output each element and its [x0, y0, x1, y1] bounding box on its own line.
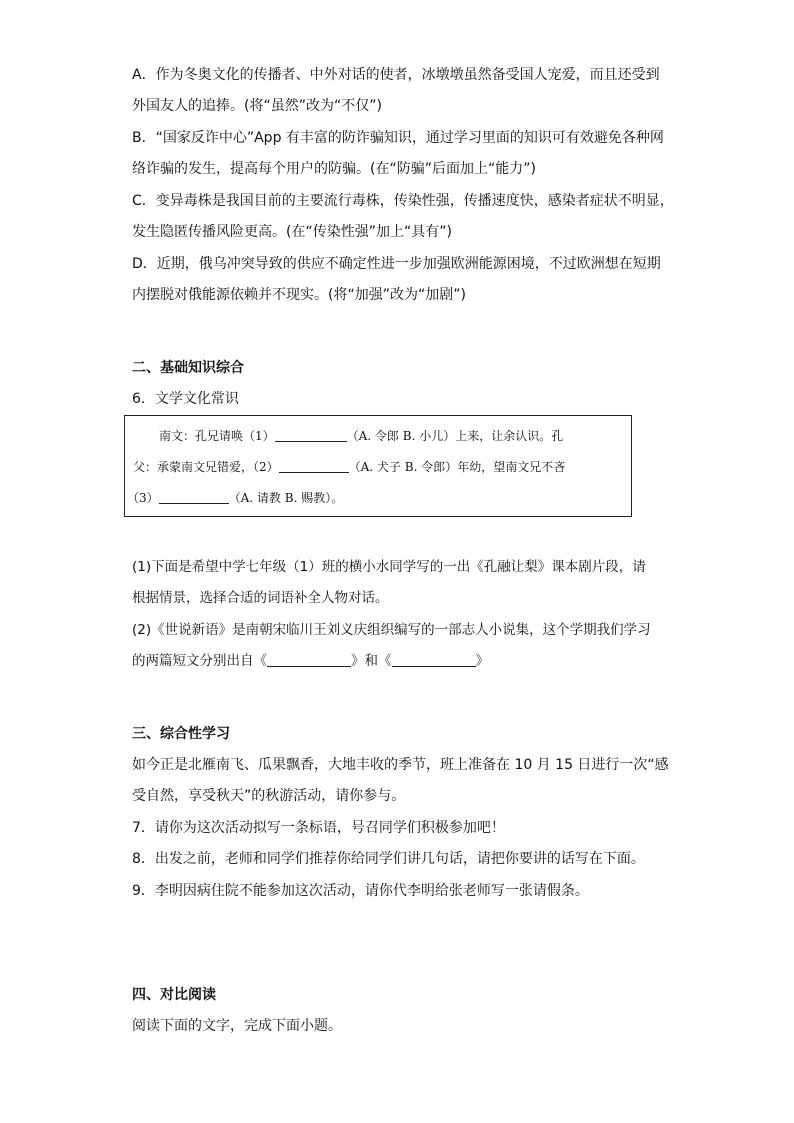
- section-3-intro-line2: 受自然，享受秋天”的秋游活动，请你参与。: [132, 788, 406, 804]
- question-7: 7．请你为这次活动拟写一条标语，号召同学们积极参加吧！: [132, 820, 505, 836]
- question-9: 9．李明因病住院不能参加这次活动，请你代李明给张老师写一张请假条。: [132, 883, 589, 899]
- option-a-line2: 外国友人的追捧。(将“虽然”改为“不仅”): [132, 98, 382, 114]
- answer-blank-3[interactable]: [159, 490, 229, 504]
- option-d-line1: D．近期，俄乌冲突导致的供应不确定性进一步加强欧洲能源困境，不过欧洲想在短期: [132, 256, 661, 272]
- answer-blank-book-2[interactable]: [392, 653, 476, 667]
- sub-question-2-line2: [132, 651, 489, 671]
- option-b-line1: B．“国家反诈中心”App 有丰富的防诈骗知识，通过学习里面的知识可有效避免各种网: [132, 130, 664, 146]
- question-8: 8．出发之前，老师和同学们推荐你给同学们讲几句话，请把你要讲的话写在下面。: [132, 851, 645, 867]
- sub-question-1-line2: 根据情景，选择合适的词语补全人物对话。: [132, 590, 389, 606]
- sub-question-2-line1: (2)《世说新语》是南朝宋临川王刘义庆组织编写的一部志人小说集，这个学期我们学习: [132, 622, 651, 638]
- section-heading-4: 四、对比阅读: [132, 987, 216, 1003]
- dialogue-line-2: [133, 458, 565, 476]
- sub-question-2-text: 》: [475, 653, 489, 669]
- option-c-line1: C．变异毒株是我国目前的主要流行毒株，传染性强，传播速度快，感染者症状不明显，: [132, 193, 674, 209]
- option-b-line2: 络诈骗的发生，提高每个用户的防骗。(在“防骗”后面加上“能力”): [132, 161, 536, 177]
- dialogue-box: [124, 415, 632, 517]
- dialogue-line-3: [127, 489, 343, 507]
- answer-blank-1[interactable]: [275, 428, 347, 442]
- dialogue-text: 父：承蒙南文兄错爱，（2）: [133, 460, 279, 474]
- section-3-intro-line1: 如今正是北雁南飞、瓜果飘香，大地丰收的季节，班上准备在 10 月 15 日进行一次“感: [132, 757, 669, 773]
- section-4-intro: 阅读下面的文字，完成下面小题。: [132, 1018, 342, 1034]
- question-6-title: 6．文学文化常识: [132, 391, 239, 407]
- option-a-line1: A．作为冬奥文化的传播者、中外对话的使者，冰墩墩虽然备受国人宠爱，而且还受到: [132, 67, 660, 83]
- answer-blank-2[interactable]: [279, 459, 349, 473]
- option-d-line2: 内摆脱对俄能源依赖并不现实。(将“加强”改为“加剧”): [132, 287, 466, 303]
- dialogue-text: （A. 请教 B. 赐教）。: [228, 491, 344, 505]
- dialogue-line-1: [159, 427, 563, 445]
- dialogue-text: （A. 令郎 B. 小儿）上来，让余认识。孔: [346, 429, 564, 443]
- dialogue-text: （A. 犬子 B. 令郎）年幼，望南文兄不吝: [348, 460, 566, 474]
- sub-question-1-line1: (1)下面是希望中学七年级（1）班的横小水同学写的一出《孔融让梨》课本剧片段，请: [132, 559, 646, 575]
- option-c-line2: 发生隐匿传播风险更高。(在“传染性强”加上“具有”): [132, 224, 452, 240]
- dialogue-text: （3）: [127, 491, 159, 505]
- section-heading-3: 三、综合性学习: [132, 726, 230, 742]
- section-heading-2: 二、基础知识综合: [132, 360, 244, 376]
- answer-blank-book-1[interactable]: [267, 653, 351, 667]
- sub-question-2-text: 的两篇短文分别出自《: [132, 653, 267, 669]
- dialogue-text: 南文：孔兄请唤（1）: [159, 429, 275, 443]
- sub-question-2-text: 》和《: [351, 653, 392, 669]
